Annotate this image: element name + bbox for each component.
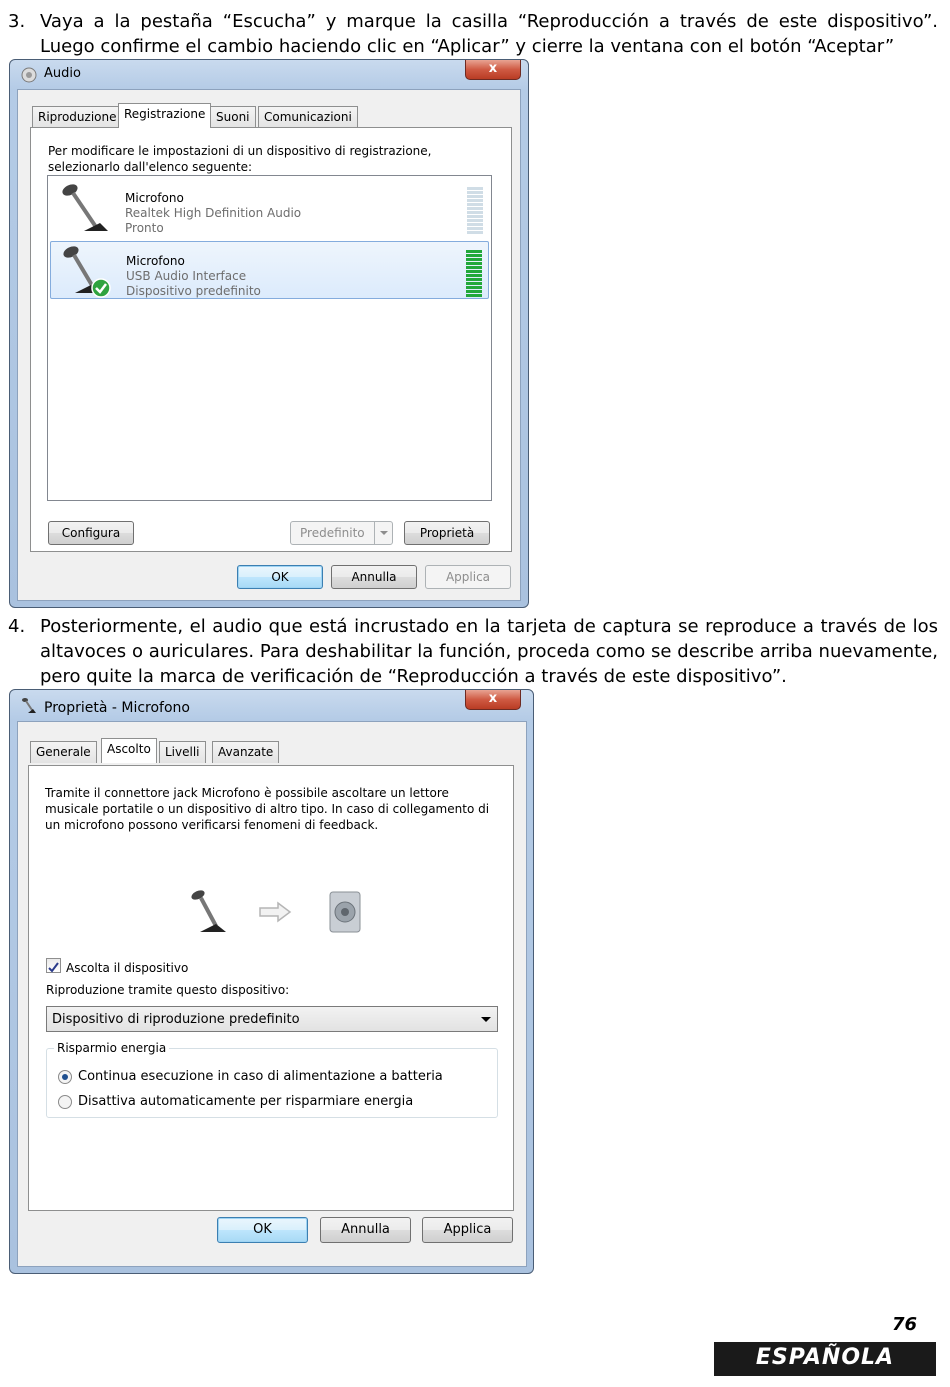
tab-registrazione[interactable]: Registrazione bbox=[118, 103, 211, 128]
tab-riproduzione[interactable]: Riproduzione bbox=[32, 106, 123, 128]
device-driver: Realtek High Definition Audio bbox=[125, 206, 302, 220]
playback-label: Riproduzione tramite questo dispositivo: bbox=[46, 983, 290, 997]
title-bar[interactable] bbox=[10, 60, 528, 88]
step-number: 4. bbox=[8, 616, 26, 637]
list-item[interactable] bbox=[50, 241, 489, 299]
radio-continue-label[interactable]: Continua esecuzione in caso di alimentazione a batteria bbox=[78, 1069, 443, 1084]
listen-checkbox[interactable] bbox=[46, 958, 61, 973]
description-text: Tramite il connettore jack Microfono è possibile ascoltare un lettore musicale portatile o un dispositivo di altro tipo. In caso di collegamento di un microfono possono verificarsi fenomeni di feedback. bbox=[45, 786, 490, 832]
close-icon: x bbox=[488, 691, 498, 706]
listen-checkbox-label[interactable]: Ascolta il dispositivo bbox=[66, 961, 189, 975]
device-name: Microfono bbox=[125, 191, 184, 205]
group-title: Risparmio energia bbox=[54, 1040, 169, 1056]
device-status: Pronto bbox=[125, 221, 164, 235]
device-list[interactable] bbox=[47, 175, 492, 501]
check-icon bbox=[91, 278, 111, 298]
level-meter bbox=[466, 250, 482, 298]
instruction-text: Per modificare le impostazioni di un dispositivo di registrazione, selezionarlo dall'elenco seguente: bbox=[48, 144, 432, 174]
microphone-icon bbox=[20, 696, 38, 714]
close-button[interactable] bbox=[465, 690, 521, 710]
cancel-button[interactable]: Annulla bbox=[331, 565, 417, 589]
tab-avanzate[interactable]: Avanzate bbox=[212, 741, 279, 763]
apply-button[interactable]: Applica bbox=[422, 1217, 513, 1243]
step-3 bbox=[8, 9, 938, 59]
properties-button[interactable]: Proprietà bbox=[404, 521, 490, 545]
tab-suoni[interactable]: Suoni bbox=[210, 106, 256, 128]
microphone-properties-dialog bbox=[9, 689, 534, 1274]
window-title: Proprietà - Microfono bbox=[44, 700, 190, 716]
radio-continue[interactable] bbox=[58, 1070, 72, 1084]
device-name: Microfono bbox=[126, 254, 185, 268]
ok-button[interactable]: OK bbox=[237, 565, 323, 589]
microphone-icon bbox=[56, 181, 112, 237]
language-label: ESPAÑOLA bbox=[755, 1345, 895, 1370]
device-driver: USB Audio Interface bbox=[126, 269, 247, 283]
playback-device-value: Dispositivo di riproduzione predefinito bbox=[52, 1012, 300, 1027]
window-title: Audio bbox=[44, 66, 81, 81]
close-button[interactable] bbox=[465, 60, 521, 80]
speaker-icon bbox=[327, 890, 365, 934]
list-item[interactable] bbox=[50, 179, 489, 237]
chevron-down-icon[interactable] bbox=[480, 1015, 492, 1025]
dialog-client bbox=[17, 721, 527, 1267]
set-default-button[interactable] bbox=[290, 521, 393, 545]
listen-panel bbox=[28, 765, 514, 1211]
step-number: 3. bbox=[8, 11, 26, 32]
step-4 bbox=[8, 614, 938, 689]
configure-button[interactable]: Configura bbox=[48, 521, 134, 545]
tab-generale[interactable]: Generale bbox=[30, 741, 97, 763]
tab-comunicazioni[interactable]: Comunicazioni bbox=[258, 106, 358, 128]
device-status: Dispositivo predefinito bbox=[126, 284, 261, 298]
step-text: Vaya a la pestaña “Escucha” y marque la casilla “Reproducción a través de este dispositivo”. Luego confirme el cambio haciendo clic en “Aplicar” y cierre la ventana con el botón “Aceptar” bbox=[40, 11, 938, 57]
tab-ascolto[interactable]: Ascolto bbox=[101, 738, 157, 763]
apply-button[interactable]: Applica bbox=[425, 565, 511, 589]
chevron-down-icon[interactable] bbox=[374, 522, 392, 544]
radio-disable-label[interactable]: Disattiva automaticamente per risparmiare energia bbox=[78, 1094, 414, 1109]
page-number: 76 bbox=[891, 1314, 917, 1335]
check-icon bbox=[47, 961, 60, 974]
recording-panel bbox=[30, 127, 512, 552]
step-text: Posteriormente, el audio que está incrustado en la tarjeta de captura se reproduce a través de los altavoces o auriculares. Para deshabilitar la función, proceda como se describe arriba nuevamente, pero quite la marca de verificación de “Reproducción a través de este dispositivo”. bbox=[40, 616, 938, 687]
audio-dialog bbox=[9, 59, 529, 608]
dialog-client bbox=[17, 89, 521, 601]
cancel-button[interactable]: Annulla bbox=[320, 1217, 411, 1243]
ok-button[interactable]: OK bbox=[217, 1217, 308, 1243]
language-banner bbox=[714, 1342, 936, 1376]
title-bar[interactable] bbox=[10, 690, 533, 718]
close-icon: x bbox=[488, 61, 498, 76]
microphone-icon bbox=[188, 888, 232, 936]
arrow-right-icon bbox=[258, 901, 292, 923]
tab-livelli[interactable]: Livelli bbox=[159, 741, 206, 763]
set-default-label: Predefinito bbox=[300, 526, 365, 540]
level-meter bbox=[467, 187, 483, 235]
power-saving-group bbox=[46, 1041, 498, 1118]
playback-device-select[interactable] bbox=[46, 1006, 498, 1032]
radio-disable[interactable] bbox=[58, 1095, 72, 1109]
speaker-icon bbox=[20, 66, 38, 84]
